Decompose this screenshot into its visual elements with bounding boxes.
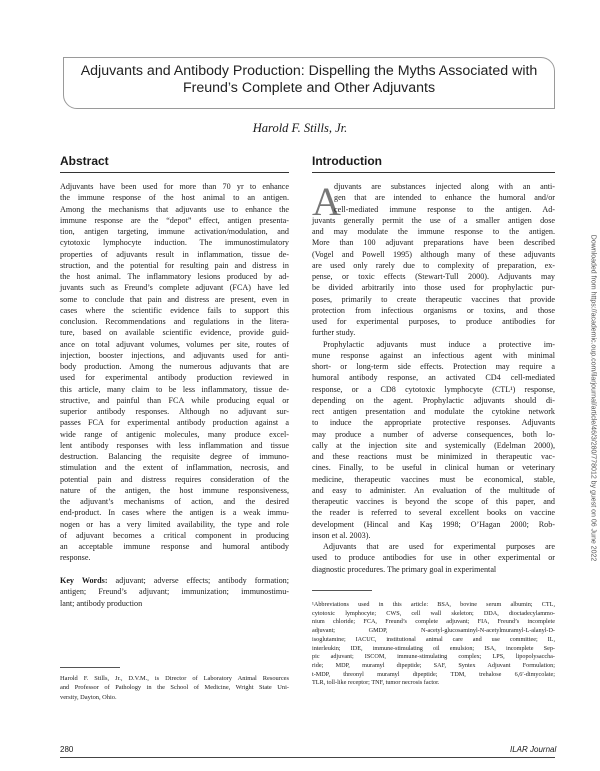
text-line: medicine, therapeutic vaccines must be economical, stable, [312, 474, 555, 484]
text-line: poses, primarily to create therapeutic vaccines that provide [312, 294, 555, 304]
text-line: juvants such as Freund’s complete adjuvant (FCA) have led [60, 283, 289, 293]
introduction-body [312, 215, 555, 575]
text-line: cases where the scientific evidence fails to support this [60, 305, 289, 315]
text-line: used for experimental antibody production reviewed in [60, 373, 289, 383]
text-line: injection, booster injections, and adjuvants used for anti- [60, 350, 289, 360]
text-line: body production. Among the numerous adjuvants that are [60, 362, 289, 371]
text-line: and these reactions must be minimized in therapeutic vac- [312, 452, 555, 461]
abstract-heading: Abstract [60, 154, 109, 168]
text-line: may produce a number of adverse consequences, both lo- [312, 429, 555, 439]
text-line: wide range of antigenic molecules, many produce excel- [60, 429, 289, 439]
text-line: therapeutic vaccines is beyond the scope of this paper, and [312, 497, 555, 506]
keywords-line: lant; antibody production [60, 598, 143, 608]
text-line: depending on the agent. Prophylactic adjuvants should di- [312, 395, 555, 405]
introduction-rule [312, 172, 555, 173]
text-line: this article, many claim to be less inflammatory, tissue de- [60, 384, 289, 394]
keywords-line: antigen; Freund’s adjuvant; immunization; immunostimu- [60, 587, 289, 597]
text-line: response. [60, 553, 91, 563]
bottom-rule [60, 757, 555, 758]
article-title [63, 63, 555, 97]
keywords [60, 575, 289, 609]
keywords-label: Key Words: [60, 576, 108, 585]
text-line: development (Hincal and Kaş 1998; O’Hagan 2000; Rob- [312, 519, 555, 529]
text-line: used to produce antibodies for use in other experimental or [312, 553, 555, 563]
text-line: cell-mediated immune response to the antigen. Ad- [334, 204, 555, 214]
text-line: humoral antibody response, an activated CD4 cell-mediated [312, 373, 555, 383]
text-line: pic adjuvant; ISCOM, immune-stimulating complex; LPS, lipopolysaccha- [312, 653, 555, 661]
abstract-rule [60, 172, 289, 173]
text-line: the host animal. The inflammatory lesions produced by ad- [60, 272, 289, 281]
author-name: Harold F. Stills, Jr. [252, 121, 348, 135]
text-line: structive, and painful than FCA while producing equal or [60, 395, 289, 405]
text-line: diagnostic procedures. The primary goal in experimental [312, 564, 497, 574]
text-line: to induce the appropriate protective responses. Adjuvants [312, 418, 555, 428]
download-note: Downloaded from https://academic.oup.com/ilarjournal/article/46/3/280/778012 by guest on 06 June 2022 [589, 234, 597, 562]
text-line: passes FCA for experimental antibody production against a [60, 418, 289, 428]
text-line: potential pain and distress requires consideration of the [60, 474, 289, 484]
text-line: properties of adjuvants result in inflammation, tissue de- [60, 249, 289, 259]
text-line: pense, or toxic effects (Stewart-Tull 2000). Adjuvants may [312, 272, 555, 281]
keywords-line [60, 575, 289, 586]
text-line: stimulation and the extent of inflammation, necrosis, and [60, 463, 289, 473]
text-line: tion, antigen targeting, immune activation/modulation, and [60, 227, 289, 236]
text-line: More than 100 adjuvant preparations have been described [312, 238, 555, 248]
text-line: superior antibody responses. Although no adjuvant sur- [60, 407, 289, 416]
text-line: TLR, toll-like receptor; TNF, tumor necrosis factor. [312, 679, 440, 687]
text-line: cally at the injection site and systemically (Edelman 2000), [312, 440, 555, 450]
text-line: (Vogel and Powell 1995) although many of these adjuvants [312, 249, 555, 259]
text-line: an acceptable immune response and humoral antibody [60, 542, 289, 551]
footnote-rule [312, 590, 372, 591]
text-line: rect antigen presentation and modulate the cytokine network [312, 407, 555, 416]
text-line: nature of the antigen, the host immune responsiveness, [60, 485, 289, 495]
text-line: Adjuvants have been used for more than 70 yr to enhance [60, 182, 289, 191]
text-line: struction, and the potential for resulting pain and distress in [60, 260, 289, 270]
drop-cap: A [312, 179, 341, 224]
keywords-text: adjuvant; adverse effects; antibody formation; [107, 576, 289, 585]
journal-name: ILAR Journal [510, 745, 557, 754]
intro-indented-lines [334, 181, 555, 215]
text-line: of adjuvant becomes a critical component in producing [60, 530, 289, 540]
abstract-body [60, 181, 289, 564]
text-line: response, or a CD8 cytotoxic lymphocyte (CTL¹) response, [312, 384, 555, 394]
text-line: end-product. In cases where the antigen is a weak immu- [60, 508, 289, 518]
text-line: immune response are the “depot” effect, antigen presenta- [60, 215, 289, 225]
author-note-rule [60, 667, 120, 668]
text-line: and easy to administer. An evaluation of the multitude of [312, 485, 555, 495]
title-line: Freund’s Complete and Other Adjuvants [182, 80, 436, 96]
text-line: and Professor of Pathology in the School of Medicine, Wright State Uni- [60, 684, 289, 692]
text-line: ride; MDP, muramyl dipeptide; SAF, Syntex Adjuvant Formulation; [312, 661, 555, 669]
text-line: and may modulate the immune response to the antigen. [312, 227, 555, 236]
text-line: short- or long-term side effects. Protection may require a [312, 362, 555, 371]
text-line: destruction. Balancing the requisite degree of immuno- [60, 452, 289, 461]
text-line: ture, based on available scientific evidence, provide guid- [60, 328, 289, 338]
text-line: interleukin; IDE, immune-stimulating oil emulsion; ISA, incomplete Sep- [312, 644, 555, 652]
text-line: conclusion. Recommendations and regulations in the litera- [60, 317, 289, 326]
text-line: cytotoxic lymphocyte; CWS, cell wall skeleton; DDA, dioctadecylammo- [312, 609, 555, 617]
text-line: juvants generally permit the use of a smaller antigen dose [312, 215, 555, 225]
text-line: Among the mechanisms that adjuvants use to enhance the [60, 204, 289, 214]
text-line: djuvants are substances injected along with an anti- [334, 182, 555, 191]
introduction-heading: Introduction [312, 154, 382, 168]
text-line: t-MDP, threonyl muramyl dipeptide; TDM, trehalose 6,6′-dimycolate; [312, 670, 555, 678]
text-line: nium chloride; FCA, Freund’s complete adjuvant; FIA, Freund’s incomplete [312, 618, 555, 626]
text-line: further study. [312, 328, 356, 338]
text-line: the reader is referred to several excellent books on vaccine [312, 508, 555, 518]
text-line: protection from infectious organisms or toxins, and those [312, 305, 555, 315]
text-line: cines. Finally, to be useful in clinical human or veterinary [312, 463, 555, 473]
page-number: 280 [60, 745, 74, 754]
text-line: Prophylactic adjuvants must induce a protective im- [323, 339, 555, 349]
text-line: mune response against an infectious agent with minimal [312, 350, 555, 360]
text-line: ¹Abbreviations used in this article: BSA, bovine serum albumin; CTL, [312, 601, 555, 608]
text-line: ance on total adjuvant volumes, volumes per site, routes of [60, 339, 289, 349]
text-line: adjuvant; GMDP, N-acetyl-glucosaminyl-N-acetylmuramyl-L-alanyl-D- [312, 627, 555, 635]
text-line: Adjuvants that are used for experimental purposes are [323, 542, 555, 551]
text-line: isoglutamine; IACUC, institutional animal care and use committee; IL, [312, 635, 555, 643]
text-line: lent antibody responses with less inflammation and tissue [60, 440, 289, 450]
text-line: used for experimental purposes, to produce antibodies for [312, 317, 555, 326]
author-note [60, 674, 289, 702]
text-line: the adjuvant’s mechanisms of action, and the desired [60, 497, 289, 506]
text-line: some to conclude that pain and distress are present, even in [60, 294, 289, 304]
title-line: Adjuvants and Antibody Production: Dispelling the Myths Associated with [80, 63, 538, 79]
footnote [312, 601, 555, 688]
text-line: Harold F. Stills, Jr., D.V.M., is Director of Laboratory Animal Resources [60, 675, 289, 682]
text-line: nogen or has a very limited availability, the type and role [60, 519, 289, 529]
text-line: inson et al. 2003). [312, 530, 371, 540]
text-line: are used only rarely due to complexity of preparation, ex- [312, 260, 555, 270]
text-line: cytotoxic lymphocyte induction. The immunostimulatory [60, 238, 289, 248]
text-line: gen that are intended to enhance the humoral and/or [334, 193, 555, 203]
text-line: the immune response of the host animal to an antigen. [60, 193, 289, 203]
text-line: versity, Dayton, Ohio. [60, 693, 117, 701]
text-line: be divided arbitrarily into those used for prophylactic pur- [312, 283, 555, 293]
